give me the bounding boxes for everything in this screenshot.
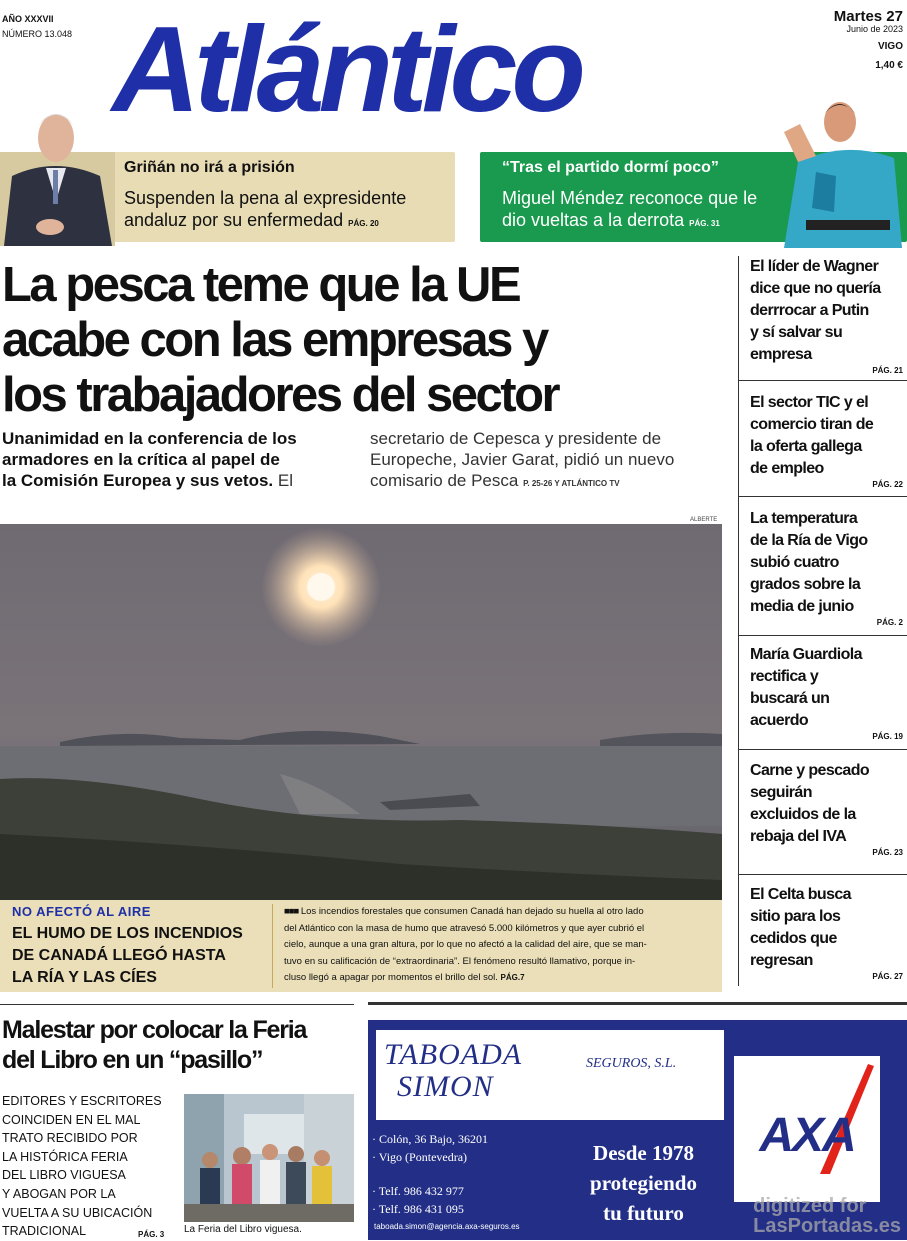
page-ref: PÁG. 20 <box>348 219 379 228</box>
ad-slogan <box>556 1138 731 1228</box>
photo-credit: ALBERTE <box>690 517 718 523</box>
teaser-grinan-line: Suspenden la pena al expresidente <box>124 188 407 208</box>
issue-city: VIGO <box>877 41 903 52</box>
ad-email: taboada.simon@agencia.axa-seguros.es <box>374 1222 520 1231</box>
issue-month-year: Junio de 2023 <box>846 24 903 34</box>
sidebar-line: empresa <box>750 346 812 363</box>
sidebar-item-title <box>738 392 907 480</box>
headline-line: los trabajadores del sector <box>2 368 559 422</box>
sidebar-line: La temperatura <box>750 510 858 527</box>
sidebar-item-guardiola[interactable] <box>738 644 907 750</box>
feria-text <box>2 1092 182 1241</box>
smoke-photo-image <box>0 524 722 900</box>
sidebar-item-title <box>738 508 907 618</box>
feria-text-line: DEL LIBRO VIGUESA <box>2 1168 126 1183</box>
sidebar-line: grados sobre la <box>750 576 861 593</box>
teaser-mendez-title: “Tras el partido dormí poco” <box>502 159 719 176</box>
sidebar-line: dice que no quería <box>750 280 881 297</box>
lede-line: secretario de Cepesca y presidente de <box>370 429 662 448</box>
sidebar-item-temperatura[interactable] <box>738 508 907 636</box>
caption-line: cluso llegó a apagar por momentos el brillo del sol. <box>284 972 498 983</box>
sidebar-line: excluidos de la <box>750 806 856 823</box>
caption-line: tuvo en su calificación de “extraordinaria”. El fenómeno resultó llamativo, porque in- <box>284 955 636 967</box>
sidebar-line: Carne y pescado <box>750 762 870 779</box>
caption-kicker: NO AFECTÓ AL AIRE <box>12 904 151 919</box>
sidebar-line: y sí salvar su <box>750 324 843 341</box>
ad-slogan-line: protegiendo <box>590 1171 697 1195</box>
sidebar-item-iva[interactable] <box>738 760 907 875</box>
ad-contact <box>372 1130 488 1218</box>
newspaper-logo[interactable]: Atlántico <box>112 1 580 137</box>
feria-text-line: Y ABOGAN POR LA <box>2 1186 116 1201</box>
issue-number: NÚMERO 13.048 <box>2 29 73 39</box>
ad-address-line: · Colón, 36 Bajo, 36201 <box>372 1132 488 1146</box>
sidebar-line: subió cuatro <box>750 554 839 571</box>
lede-line: Unanimidad en la conferencia de los <box>2 429 297 448</box>
lede-tail: El <box>277 471 293 490</box>
feria-text-line: COINCIDEN EN EL MAL <box>2 1112 141 1127</box>
sidebar-line: la oferta gallega <box>750 438 862 455</box>
sidebar-line: cedidos que <box>750 930 837 947</box>
ad-slogan-line: tu futuro <box>603 1201 684 1225</box>
caption-title <box>12 923 267 989</box>
sidebar-line: El líder de Wagner <box>750 258 879 275</box>
bullet-icon: ■■■ <box>284 906 299 917</box>
sidebar-item-wagner[interactable] <box>738 256 907 381</box>
headline-line: La pesca teme que la UE <box>2 258 520 312</box>
ad-brand-line2: SIMON <box>397 1070 494 1103</box>
page-ref: PÁG. 27 <box>872 972 903 981</box>
sidebar-item-tic[interactable] <box>738 392 907 497</box>
watermark <box>753 1196 901 1236</box>
section-rule <box>0 1004 354 1005</box>
sidebar-line: buscará un <box>750 690 830 707</box>
sidebar-item-title <box>738 760 907 848</box>
watermark-line: digitized for <box>753 1195 867 1217</box>
page-ref: PÁG. 2 <box>876 618 903 627</box>
page-ref: PÁG. 22 <box>872 480 903 489</box>
sidebar-line: de la Ría de Vigo <box>750 532 868 549</box>
sidebar-line: de empleo <box>750 460 824 477</box>
caption-title-line: LA RÍA Y LAS CÍES <box>12 969 157 986</box>
teaser-grinan-title: Griñán no irá a prisión <box>124 159 295 176</box>
sidebar-line: media de junio <box>750 598 854 615</box>
sidebar-item-title <box>738 644 907 732</box>
issue-price: 1,40 € <box>875 60 903 71</box>
lead-headline[interactable] <box>2 258 732 423</box>
sidebar-item-title <box>738 884 907 972</box>
feria-headline-line: del Libro en un “pasillo” <box>2 1046 263 1074</box>
headline-line: acabe con las empresas y <box>2 313 547 367</box>
page-ref: P. 25-26 Y ATLÁNTICO TV <box>523 479 620 488</box>
sidebar-line: sitio para los <box>750 908 841 925</box>
sidebar-item-title <box>738 256 907 366</box>
date-box <box>834 10 903 72</box>
photo-caption-text <box>284 904 714 987</box>
ad-slogan-line: Desde 1978 <box>593 1141 694 1165</box>
page-ref: PÁG. 31 <box>689 219 720 228</box>
lead-lede-bold <box>2 428 342 491</box>
feria-photo-image <box>184 1094 354 1222</box>
teaser-mendez-line: Miguel Méndez reconoce que le <box>502 188 758 208</box>
issue-info <box>2 12 72 42</box>
feria-text-line: TRATO RECIBIDO POR <box>2 1131 138 1146</box>
feria-headline[interactable] <box>2 1015 347 1075</box>
watermark-line: LasPortadas.es <box>753 1215 901 1237</box>
axa-logo <box>734 1056 880 1202</box>
caption-title-line: DE CANADÁ LLEGÓ HASTA <box>12 947 226 964</box>
lede-line: armadores en la crítica al papel de <box>2 450 280 469</box>
sidebar-line: rebaja del IVA <box>750 828 847 845</box>
sidebar-line: El Celta busca <box>750 886 851 903</box>
page-ref: PÁG. 3 <box>138 1230 165 1239</box>
lede-line: comisario de Pesca <box>370 471 519 490</box>
sidebar-line: rectifica y <box>750 668 819 685</box>
lead-lede-right <box>370 428 720 494</box>
feria-text-line: VUELTA A SU UBICACIÓN <box>2 1205 153 1220</box>
section-rule <box>368 1002 907 1005</box>
sidebar-line: El sector TIC y el <box>750 394 869 411</box>
ad-brand-suffix: SEGUROS, S.L. <box>586 1056 677 1071</box>
ad-address-line: · Vigo (Pontevedra) <box>372 1150 468 1164</box>
feria-text-line: EDITORES Y ESCRITORES <box>2 1094 162 1108</box>
caption-line: Los incendios forestales que consumen Canadá han dejado su huella al otro lado <box>300 906 644 917</box>
sidebar-item-celta[interactable] <box>738 884 907 994</box>
mendez-photo <box>776 92 907 248</box>
ad-phone: · Telf. 986 431 095 <box>372 1202 464 1216</box>
issue-year: AÑO XXXVII <box>2 14 54 24</box>
axa-wordmark: AXA <box>759 1109 855 1162</box>
sidebar-line: regresan <box>750 952 813 969</box>
ad-phone: · Telf. 986 432 977 <box>372 1184 464 1198</box>
page-ref: PÁG. 21 <box>872 366 903 375</box>
sidebar-line: acuerdo <box>750 712 809 729</box>
lede-line: la Comisión Europea y sus vetos. <box>2 471 274 490</box>
sidebar-line: María Guardiola <box>750 646 862 663</box>
caption-divider <box>272 904 273 988</box>
teaser-mendez-line: dio vueltas a la derrota <box>502 210 685 230</box>
feria-photo-caption: La Feria del Libro viguesa. <box>184 1224 302 1235</box>
grinan-photo <box>0 96 115 246</box>
teaser-grinan-body <box>124 187 406 235</box>
feria-headline-line: Malestar por colocar la Feria <box>2 1016 307 1044</box>
photo-caption-head[interactable] <box>12 904 267 989</box>
page-ref: PÁG. 19 <box>872 732 903 741</box>
caption-line: cielo, aunque a una gran altura, por lo que no afectó a la calidad del aire, que se man- <box>284 939 647 950</box>
caption-line: del Atlántico con la masa de humo que atravesó 5.000 kilómetros y que ayer cubrió el <box>284 922 645 934</box>
teaser-grinan-line: andaluz por su enfermedad <box>124 210 344 230</box>
smoke-photo[interactable] <box>0 524 722 900</box>
caption-title-line: EL HUMO DE LOS INCENDIOS <box>12 925 243 942</box>
teaser-mendez-body <box>502 187 757 235</box>
issue-day: Martes 27 <box>833 8 903 25</box>
ad-brand-line1: TABOADA <box>384 1038 523 1071</box>
page-ref: PÁG. 23 <box>872 848 903 857</box>
page-ref: PÁG.7 <box>500 973 525 982</box>
feria-text-line: LA HISTÓRICA FERIA <box>2 1149 128 1164</box>
feria-text-line: TRADICIONAL <box>2 1224 87 1239</box>
lede-line: Europeche, Javier Garat, pidió un nuevo <box>370 450 675 469</box>
sidebar-line: derrrocar a Putin <box>750 302 869 319</box>
feria-photo[interactable] <box>184 1094 354 1222</box>
sidebar-line: comercio tiran de <box>750 416 874 433</box>
sidebar-line: seguirán <box>750 784 812 801</box>
